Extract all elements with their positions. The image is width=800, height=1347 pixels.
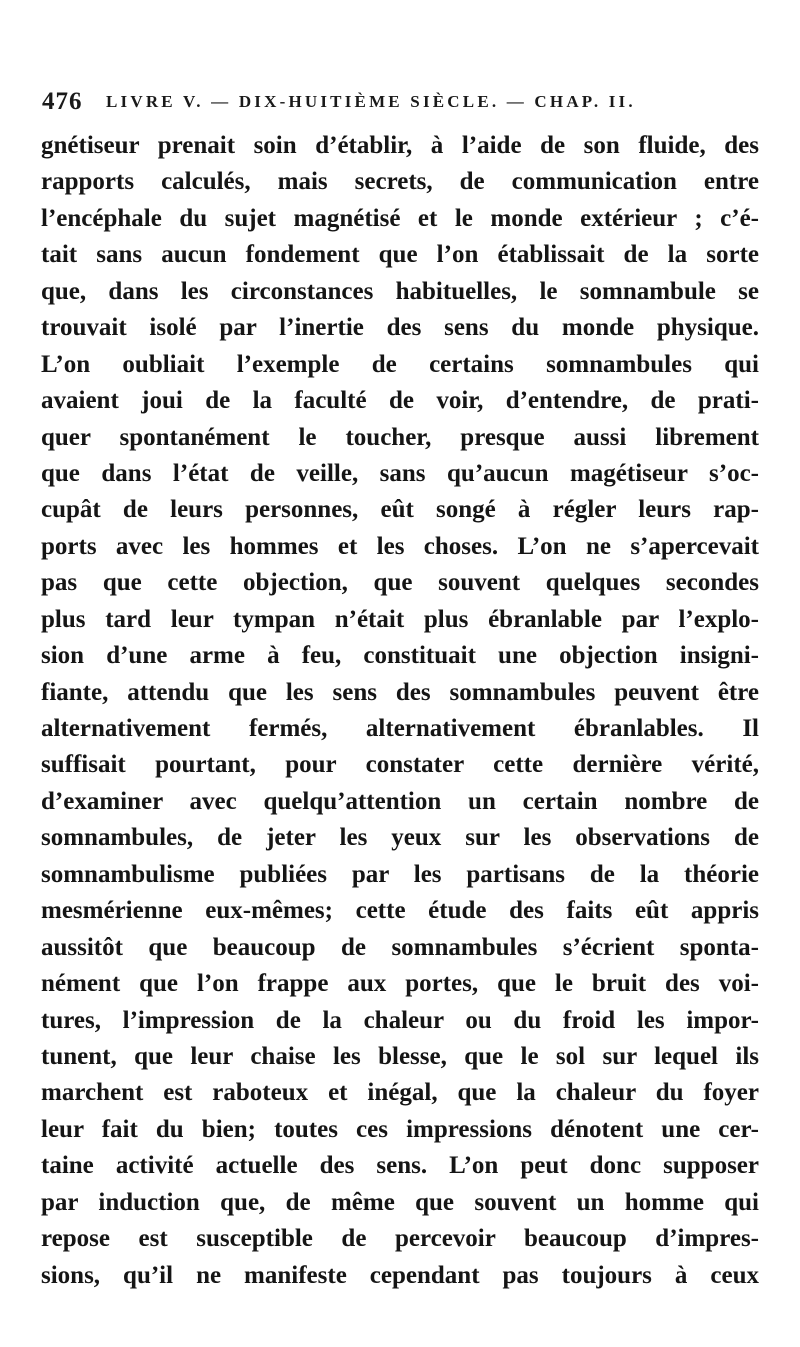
text-line: gnétiseur prenait soin d’établir, à l’aide de son fluide, des	[41, 132, 759, 159]
page-number: 476	[42, 88, 83, 115]
text-line: somnambulisme publiées par les partisans de la théorie	[41, 860, 759, 888]
text-line: tait sans aucun fondement que l’on établissait de la sorte	[41, 241, 759, 269]
running-title: LIVRE V. — DIX-HUITIÈME SIÈCLE. — CHAP. II.	[106, 92, 636, 111]
text-line: avaient joui de la faculté de voir, d’entendre, de prati-	[41, 387, 759, 415]
text-line: par induction que, de même que souvent un homme qui	[41, 1188, 759, 1216]
text-line: que dans l’état de veille, sans qu’aucun magétiseur s’oc-	[41, 459, 759, 487]
text-line: sions, qu’il ne manifeste cependant pas toujours à ceux	[41, 1261, 759, 1289]
text-line: ports avec les hommes et les choses. L’on ne s’apercevait	[41, 532, 759, 560]
text-line: rapports calculés, mais secrets, de communication entre	[41, 168, 759, 196]
text-line: tunent, que leur chaise les blesse, que le sol sur lequel ils	[41, 1042, 759, 1070]
text-line: suffisait pourtant, pour constater cette dernière vérité,	[41, 751, 759, 779]
text-line: mesmérienne eux-mêmes; cette étude des faits eût appris	[41, 897, 759, 925]
text-line: L’on oubliait l’exemple de certains somnambules qui	[41, 350, 759, 378]
text-line: fiante, attendu que les sens des somnambules peuvent être	[41, 678, 759, 706]
text-line: que, dans les circonstances habituelles, le somnambule se	[41, 277, 759, 305]
text-line: d’examiner avec quelqu’attention un certain nombre de	[41, 787, 759, 815]
running-head	[42, 88, 758, 118]
text-line: somnambules, de jeter les yeux sur les observations de	[41, 824, 759, 852]
text-line: pas que cette objection, que souvent quelques secondes	[41, 569, 759, 597]
text-line: taine activité actuelle des sens. L’on peut donc supposer	[41, 1152, 759, 1180]
body-text	[41, 128, 759, 1294]
text-line: trouvait isolé par l’inertie des sens du monde physique.	[41, 314, 759, 342]
text-line: alternativement fermés, alternativement ébranlables. Il	[41, 715, 759, 742]
text-line: tures, l’impression de la chaleur ou du froid les impor-	[41, 1006, 759, 1034]
text-line: sion d’une arme à feu, constituait une objection insigni-	[41, 642, 759, 670]
text-line: aussitôt que beaucoup de somnambules s’écrient sponta-	[41, 933, 759, 961]
text-line: nément que l’on frappe aux portes, que le bruit des voi-	[41, 970, 759, 998]
text-line: repose est susceptible de percevoir beaucoup d’impres-	[41, 1225, 759, 1253]
text-line: quer spontanément le toucher, presque aussi librement	[41, 423, 759, 451]
text-line: plus tard leur tympan n’était plus ébranlable par l’explo-	[41, 605, 759, 633]
text-line: marchent est raboteux et inégal, que la chaleur du foyer	[41, 1079, 759, 1107]
text-line: leur fait du bien; toutes ces impressions dénotent une cer-	[41, 1115, 759, 1143]
text-line: cupât de leurs personnes, eût songé à régler leurs rap-	[41, 496, 759, 524]
text-line: l’encéphale du sujet magnétisé et le monde extérieur ; c’é-	[41, 204, 759, 232]
